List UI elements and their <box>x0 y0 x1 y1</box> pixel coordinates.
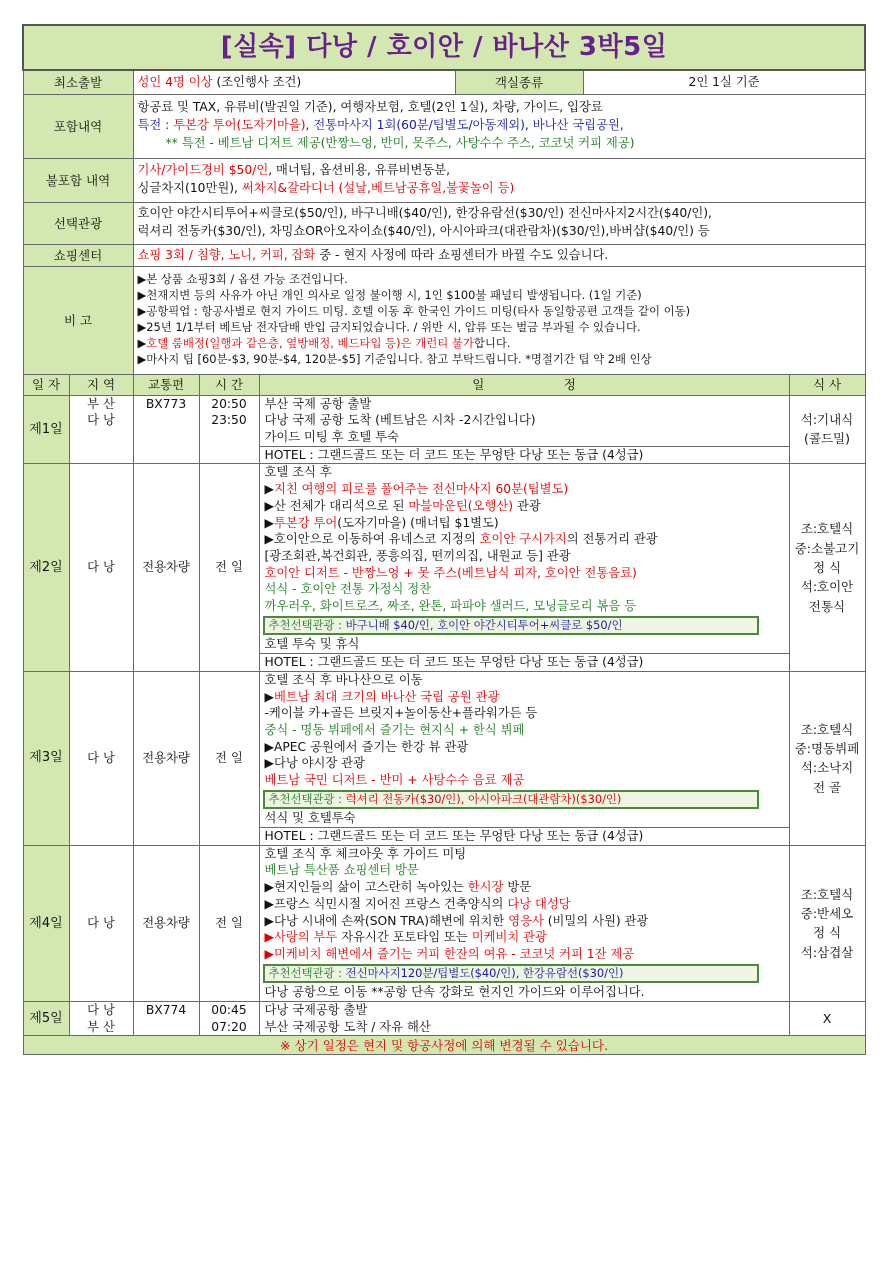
excluded-line2-black: 싱글차지(10만원), <box>137 181 242 195</box>
day2-line5-red: 호이안 구시가지 <box>479 532 567 547</box>
included-line2-blue: , 전통마사지 1회(60분/팁별도/아동제외), 바나산 국립공원, <box>305 118 624 133</box>
header-schedule: 일 정 <box>259 374 789 395</box>
day3-line2-arrow: ▶ <box>264 689 274 704</box>
day1-label: 제1일 <box>23 395 69 464</box>
day1-line3: 가이드 미팅 후 호텔 투숙 <box>264 429 399 444</box>
day4-line3-post: 방문 <box>503 880 532 895</box>
day-row <box>23 671 865 845</box>
day2-line10: 호텔 투숙 및 휴식 <box>264 637 360 652</box>
day5-meal: X <box>789 1002 865 1036</box>
excluded-line2-red: 써차지&갈라디너 (설날,베트남공휴일,불꽃놀이 등) <box>241 181 515 195</box>
day4-recommend-label: 추천선택관광 : <box>268 965 346 980</box>
day4-line4-pre: ▶프랑스 식민시절 지어진 프랑스 건축양식의 <box>264 896 508 911</box>
excluded-label: 불포함 내역 <box>23 158 133 202</box>
day1-region <box>69 395 133 464</box>
included-line2-prefix: 특전 : <box>137 118 174 133</box>
day2-recommend-box <box>263 616 759 636</box>
day1-transport: BX773 <box>133 395 199 464</box>
day4-meal3: 정 식 <box>812 925 842 941</box>
day3-line4: 중식 - 명동 뷔페에서 즐기는 현지식 + 한식 뷔페 <box>264 722 525 737</box>
day4-line5 <box>260 913 789 930</box>
day1-time1: 20:50 <box>211 396 247 411</box>
day2-line5 <box>260 531 789 548</box>
remarks-line5 <box>138 336 861 352</box>
shopping-value <box>133 244 865 266</box>
day5-label: 제5일 <box>23 1002 69 1036</box>
day2-line2-red: 지친 여행의 피로를 풀어주는 전신마사지 60분(팁별도) <box>273 482 569 497</box>
day2-meal4: 석:호이안 <box>800 579 854 595</box>
remarks-label: 비 고 <box>23 266 133 374</box>
remarks-line3: ▶공항픽업 : 항공사별로 현지 가이드 미팅. 호텔 이동 후 한국인 가이드 미팅(타사 동일항공편 고객들 같이 이동) <box>137 304 691 319</box>
day2-line4-arrow: ▶ <box>264 515 274 530</box>
day4-line6-mid: 자유시간 포토타임 또는 <box>337 930 472 945</box>
day4-meal4: 석:삼겹살 <box>800 944 854 960</box>
day2-transport: 전용차량 <box>133 464 199 671</box>
day2-line5-pre: ▶호이안으로 이동하여 유네스코 지정의 <box>264 532 480 547</box>
header-meal: 식 사 <box>789 374 865 395</box>
day2-line3 <box>260 498 789 515</box>
day2-line9: 까우러우, 화이트로즈, 짜조, 완톤, 파파야 샐러드, 모닝글로리 볶음 등 <box>264 599 637 614</box>
day4-transport: 전용차량 <box>133 845 199 1001</box>
header-time: 시 간 <box>199 374 259 395</box>
day3-line6: ▶다낭 야시장 관광 <box>264 756 365 771</box>
day5-region <box>69 1002 133 1036</box>
day4-recommend-text: 전신마사지120분/팁별도($40/인), 한강유람선($30/인) <box>345 965 624 980</box>
day5-line1: 다낭 국제공항 출발 <box>264 1003 368 1017</box>
day1-line1: 부산 국제 공항 출발 <box>264 396 372 411</box>
day3-line5: ▶APEC 공원에서 즐기는 한강 뷰 관광 <box>264 739 469 754</box>
day4-meal1: 조:호텔식 <box>800 886 854 902</box>
day2-line3-red: 마블마운틴(오행산) <box>408 498 514 513</box>
day3-recommend-label: 추천선택관광 : <box>268 791 346 806</box>
room-type-label: 객실종류 <box>455 70 583 94</box>
optional-value <box>133 202 865 244</box>
day2-line7: 호이안 디저트 - 반짱느엉 + 못 주스(베트남식 피자, 호이안 전통음료) <box>264 565 637 580</box>
day2-meal3: 정 식 <box>812 559 842 575</box>
day5-region1: 다 낭 <box>87 1003 115 1017</box>
day3-time: 전 일 <box>199 671 259 845</box>
day1-region2: 다 낭 <box>87 413 115 428</box>
day2-line6: [광조회관,복건회관, 풍흥의집, 떤끼의집, 내원교 등] 관광 <box>264 548 571 563</box>
day2-line1: 호텔 조식 후 <box>264 465 332 480</box>
day2-recommend-label: 추천선택관광 : <box>268 617 346 632</box>
optional-line2: 럭셔리 전동카($30/인), 차밍쇼OR아오자이쇼($40/인), 아시아파크(대관람차)($30/인),바버샵($40/인) 등 <box>137 224 710 238</box>
included-line2 <box>138 117 861 135</box>
min-departure-value <box>133 70 455 94</box>
excluded-line1-rest: , 매너팁, 옵션비용, 유류비변동분, <box>268 163 450 178</box>
itinerary-sheet <box>22 24 864 1055</box>
day4-line4-red: 다낭 대성당 <box>507 896 571 911</box>
day3-line2 <box>260 689 789 706</box>
day4-line6-arrow: ▶ <box>264 930 274 945</box>
excluded-line2 <box>138 180 861 198</box>
included-line1: 항공료 및 TAX, 유류비(발권일 기준), 여행자보험, 호텔(2인 1실), 차량, 가이드, 입장료 <box>137 100 603 115</box>
day4-line7 <box>260 946 789 963</box>
footer-note: ※ 상기 일정은 현지 및 항공사정에 의해 변경될 수 있습니다. <box>23 1036 865 1055</box>
day2-meal <box>789 464 865 671</box>
day4-line6-red2: 미케비치 관광 <box>471 930 547 945</box>
day3-line3: -케이블 카+골든 브릿지+놀이동산+플라워가든 등 <box>264 706 538 721</box>
day2-line8: 석식 - 호이안 전통 가정식 정찬 <box>264 582 432 597</box>
day4-line3-red: 한시장 <box>467 880 504 895</box>
day-row <box>23 464 865 671</box>
day2-meal1: 조:호텔식 <box>800 521 854 537</box>
day2-meal2: 중:소불고기 <box>794 540 860 556</box>
day2-line4-post: (도자기마을) (매너팁 $1별도) <box>337 515 499 530</box>
min-departure-red: 성인 4명 이상 <box>137 74 213 89</box>
day4-line4 <box>260 896 789 913</box>
day2-meal5: 전통식 <box>808 598 846 614</box>
day2-hotel: HOTEL : 그랜드골드 또는 더 코드 또는 무엉탄 다낭 또는 동급 (4성급) <box>260 653 789 671</box>
optional-label: 선택관광 <box>23 202 133 244</box>
included-value <box>133 94 865 158</box>
day2-line2-arrow: ▶ <box>264 482 274 497</box>
day4-line6 <box>260 929 789 946</box>
day3-hotel: HOTEL : 그랜드골드 또는 더 코드 또는 무엉탄 다낭 또는 동급 (4성급) <box>260 827 789 845</box>
remarks-line5-rest: 합니다. <box>473 335 511 350</box>
day3-region: 다 낭 <box>69 671 133 845</box>
day4-recommend-box <box>263 964 759 984</box>
day2-line2 <box>260 481 789 498</box>
day1-hotel: HOTEL : 그랜드골드 또는 더 코드 또는 무엉탄 다낭 또는 동급 (4성급) <box>260 446 789 464</box>
day3-meal <box>789 671 865 845</box>
day1-line2: 다낭 국제 공항 도착 (베트남은 시차 -2시간입니다) <box>264 413 536 428</box>
day3-meal2: 중:명동뷔페 <box>794 740 860 756</box>
day5-time2: 07:20 <box>211 1019 247 1034</box>
day5-schedule <box>259 1002 789 1036</box>
day5-transport: BX774 <box>133 1002 199 1036</box>
min-departure-rest: (조인행사 조건) <box>212 74 302 89</box>
day4-region: 다 낭 <box>69 845 133 1001</box>
day-row <box>23 845 865 1001</box>
day3-recommend-box <box>263 790 759 810</box>
min-departure-label: 최소출발 <box>23 70 133 94</box>
day4-line5-post: (비밀의 사원) 관광 <box>543 913 649 928</box>
included-label: 포함내역 <box>23 94 133 158</box>
day5-time1: 00:45 <box>211 1003 247 1017</box>
day4-meal <box>789 845 865 1001</box>
day1-time <box>199 395 259 464</box>
header-day: 일 자 <box>23 374 69 395</box>
day5-region2: 부 산 <box>87 1019 115 1034</box>
included-line2-red: 투본강 투어(도자기마을) <box>173 118 306 133</box>
excluded-line1 <box>138 162 861 180</box>
remarks-line2: ▶천재지변 등의 사유가 아닌 개인 의사로 일정 불이행 시, 1인 $100불 패널티 발생됩니다. (1일 기준) <box>137 288 642 303</box>
remarks-line5-red: 호텔 룸배정(일행과 같은층, 옆방배정, 베드타입 등)은 개런티 불가 <box>146 335 474 350</box>
day5-time <box>199 1002 259 1036</box>
day2-recommend-text: 바구니배 $40/인, 호이안 야간시티투어+씨클로 $50/인 <box>345 617 623 632</box>
day4-line5-red: 영응사 <box>508 913 544 928</box>
shopping-rest: 중 - 현지 사정에 따라 쇼핑센터가 바뀔 수도 있습니다. <box>315 247 609 262</box>
day4-line1: 호텔 조식 후 체크아웃 후 가이드 미팅 <box>264 846 467 861</box>
excluded-line1-red: 기사/가이드경비 $50/인 <box>137 163 269 178</box>
day2-line3-pre: ▶산 전체가 대리석으로 된 <box>264 498 409 513</box>
day1-schedule <box>259 395 789 464</box>
day3-meal3: 석:소낙지 <box>800 760 854 776</box>
day2-line5-post: 의 전통거리 관광 <box>566 532 658 547</box>
day3-recommend-text: 럭셔리 전동카($30/인), 아시아파크(대관람차)($30/인) <box>345 791 622 806</box>
day1-region1: 부 산 <box>87 396 115 411</box>
day4-line3 <box>260 879 789 896</box>
remarks-line4: ▶25년 1/1부터 베트남 전자담배 반입 금지되었습니다. / 위반 시, 압류 또는 벌금 부과될 수 있습니다. <box>137 320 641 334</box>
remarks-line5-arrow: ▶ <box>137 335 147 350</box>
day1-meal <box>789 395 865 464</box>
day2-region: 다 낭 <box>69 464 133 671</box>
day4-line5-pre: ▶다낭 시내에 손짜(SON TRA)해변에 위치한 <box>264 913 509 928</box>
itinerary-table <box>22 24 866 1055</box>
day5-line2: 부산 국제공항 도착 / 자유 해산 <box>264 1019 431 1034</box>
day4-time: 전 일 <box>199 845 259 1001</box>
day2-schedule <box>259 464 789 671</box>
excluded-value <box>133 158 865 202</box>
day2-line4 <box>260 515 789 532</box>
day1-time2: 23:50 <box>211 413 247 428</box>
day2-time: 전 일 <box>199 464 259 671</box>
day3-line2-red: 베트남 최대 크기의 바나산 국립 공원 관광 <box>273 689 500 704</box>
day1-meal1: 석:기내식 <box>800 412 854 428</box>
day3-line1: 호텔 조식 후 바나산으로 이동 <box>264 672 423 687</box>
included-line3: ** 특전 - 베트남 디저트 제공(반짱느엉, 반미, 못주스, 사탕수수 주스, 코코넛 커피 제공) <box>165 135 635 150</box>
day4-line7-arrow: ▶ <box>264 947 274 962</box>
day3-meal4: 전 골 <box>812 779 842 795</box>
day4-line3-pre: ▶현지인들의 삶이 고스란히 녹아있는 <box>264 880 468 895</box>
day3-transport: 전용차량 <box>133 671 199 845</box>
day3-line8: 석식 및 호텔투숙 <box>264 811 356 826</box>
header-transport: 교통편 <box>133 374 199 395</box>
day3-line7: 베트남 국민 디저트 - 반미 + 사탕수수 음료 제공 <box>264 773 525 788</box>
optional-line1: 호이안 야간시티투어+씨클로($50/인), 바구니배($40/인), 한강유람선($30/인) 전신마사지2시간($40/인), <box>137 206 712 221</box>
page-title: [실속] 다낭 / 호이안 / 바나산 3박5일 <box>23 25 865 70</box>
day4-schedule <box>259 845 789 1001</box>
day1-meal2: (콜드밀) <box>804 431 850 447</box>
remarks-line1: ▶본 상품 쇼핑3회 / 옵션 가능 조건입니다. <box>137 272 348 287</box>
day2-label: 제2일 <box>23 464 69 671</box>
shopping-label: 쇼핑센터 <box>23 244 133 266</box>
day4-line8: 다낭 공항으로 이동 **공항 단속 강화로 현지인 가이드와 이루어집니다. <box>264 985 645 1000</box>
day-row <box>23 1002 865 1036</box>
header-region: 지 역 <box>69 374 133 395</box>
day4-line2: 베트남 특산품 쇼핑센터 방문 <box>264 863 419 878</box>
shopping-red: 쇼핑 3회 / 침향, 노니, 커피, 잡화 <box>137 247 316 262</box>
day4-meal2: 중:반세오 <box>800 906 854 921</box>
day3-meal1: 조:호텔식 <box>800 721 854 737</box>
day4-line7-red: 미케비치 해변에서 즐기는 커피 한잔의 여유 - 코코넛 커피 1잔 제공 <box>273 947 635 962</box>
remarks-value <box>133 266 865 374</box>
day3-schedule <box>259 671 789 845</box>
day4-label: 제4일 <box>23 845 69 1001</box>
day2-line4-red: 투본강 투어 <box>273 515 338 530</box>
remarks-line6: ▶마사지 팁 [60분-$3, 90분-$4, 120분-$5] 기준입니다. 참고 부탁드립니다. *명절기간 팁 약 2배 인상 <box>137 351 652 366</box>
day3-label: 제3일 <box>23 671 69 845</box>
day2-line3-post: 관광 <box>513 498 541 513</box>
day-row <box>23 395 865 464</box>
day4-line6-red1: 사랑의 부두 <box>273 930 338 945</box>
room-type-value: 2인 1실 기준 <box>583 70 865 94</box>
